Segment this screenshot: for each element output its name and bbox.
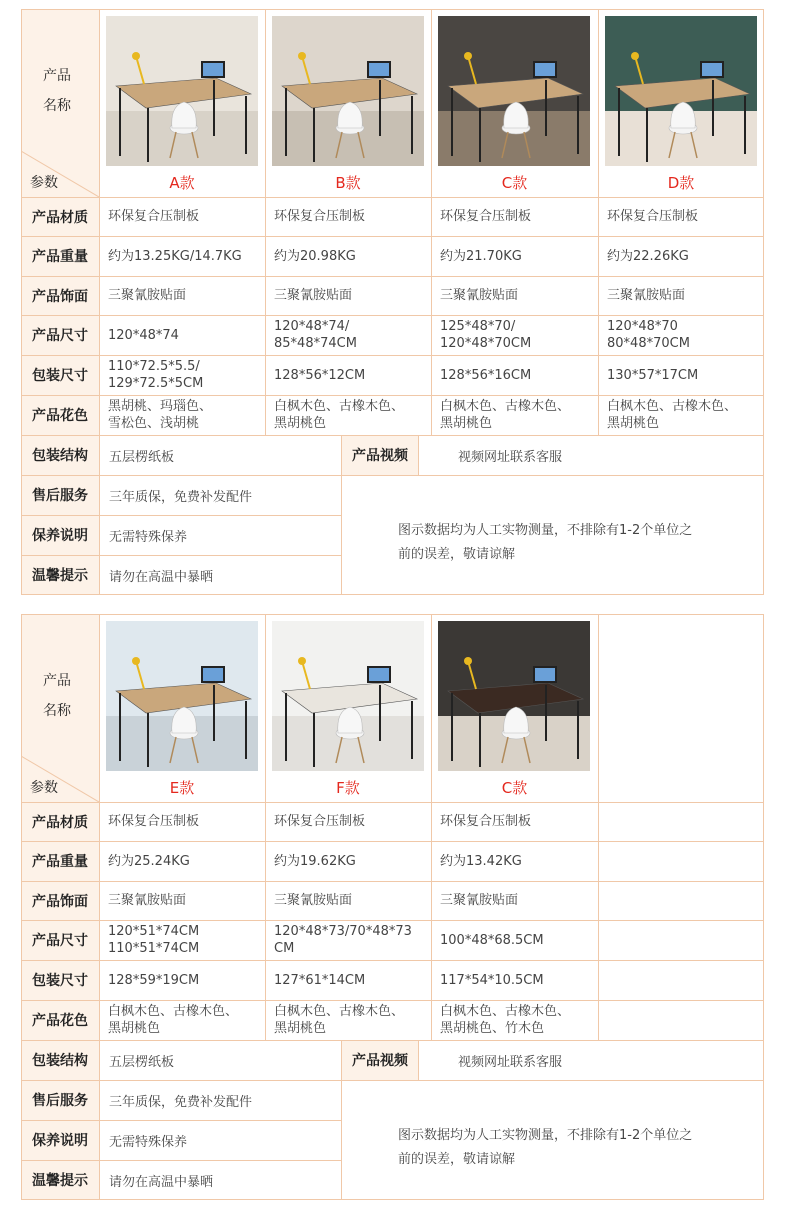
row-label-weight: 产品重量 [32,249,88,265]
model-name: B款 [335,174,361,192]
cell-weight: 约为22.26KG [607,248,689,264]
model-name: F款 [336,779,360,797]
value-tips: 请勿在高温中暴晒 [109,1174,214,1190]
cell-pack: 128*56*12CM [274,367,366,383]
cell-finish: 三聚氰胺贴面 [440,893,519,908]
cell-weight: 约为19.62KG [274,853,356,869]
row-label-tips: 温馨提示 [32,568,88,584]
desk-photo [272,16,424,166]
cell-material: 环保复合压制板 [607,209,699,224]
row-label-pack: 包装尺寸 [32,973,88,989]
cell-finish: 三聚氰胺贴面 [607,288,686,303]
cell-colors: 白枫木色、古橡木色、 黑胡桃色 [274,399,405,431]
row-label-material: 产品材质 [32,209,88,226]
row-label-size: 产品尺寸 [32,933,88,949]
row-label-weight: 产品重量 [32,854,88,870]
cell-pack: 127*61*14CM [274,972,366,988]
desk-photo [272,621,424,771]
model-name: D款 [667,174,695,192]
cell-finish: 三聚氰胺贴面 [108,288,187,303]
row-label-service: 售后服务 [32,488,88,504]
cell-pack: 130*57*17CM [607,367,699,383]
param-label: 参数 [30,780,58,796]
row-label-care: 保养说明 [32,1133,88,1149]
cell-size: 120*48*74 [108,327,179,343]
value-pack-struct: 五层楞纸板 [109,449,175,465]
desk-photo [106,16,258,166]
cell-material: 环保复合压制板 [440,814,532,829]
video-value: 视频网址联系客服 [458,1054,563,1070]
cell-finish: 三聚氰胺贴面 [440,288,519,303]
model-name: E款 [169,779,195,797]
row-label-material: 产品材质 [32,814,88,831]
row-label-finish: 产品饰面 [32,893,88,910]
param-label: 参数 [30,175,58,191]
cell-material: 环保复合压制板 [274,814,366,829]
row-label-tips: 温馨提示 [32,1173,88,1189]
cell-weight: 约为21.70KG [440,248,522,264]
row-label-pack-struct: 包装结构 [32,1053,88,1069]
cell-weight: 约为13.25KG/14.7KG [108,248,242,264]
row-label-pack: 包装尺寸 [32,368,88,384]
product-name-label: 产品 名称 [43,673,71,719]
cell-pack [607,960,763,1000]
cell-material: 环保复合压制板 [440,209,532,224]
value-service: 三年质保，免费补发配件 [109,1094,253,1110]
cell-finish: 三聚氰胺贴面 [274,288,353,303]
cell-finish: 三聚氰胺贴面 [274,893,353,908]
cell-finish [607,881,763,920]
cell-size: 120*51*74CM 110*51*74CM [108,924,200,956]
cell-pack: 117*54*10.5CM [440,972,544,988]
row-label-colors: 产品花色 [32,1013,88,1029]
desk-photo [438,16,590,166]
cell-material: 环保复合压制板 [108,209,200,224]
desk-photo [605,16,757,166]
cell-colors: 黑胡桃、玛瑙色、 雪松色、浅胡桃 [108,399,213,431]
value-service: 三年质保，免费补发配件 [109,489,253,505]
cell-pack: 128*59*19CM [108,972,200,988]
cell-size [607,920,763,960]
cell-weight: 约为25.24KG [108,853,190,869]
value-pack-struct: 五层楞纸板 [109,1054,175,1070]
cell-size: 125*48*70/ 120*48*70CM [440,319,532,351]
cell-colors [607,1000,763,1040]
measurement-note: 图示数据均为人工实物测量，不排除有1-2个单位之 前的误差，敬请谅解 [398,523,693,562]
value-tips: 请勿在高温中暴晒 [109,569,214,585]
cell-pack: 110*72.5*5.5/ 129*72.5*5CM [108,359,204,391]
product-photo [438,16,590,166]
cell-colors: 白枫木色、古橡木色、 黑胡桃色 [274,1004,405,1036]
cell-size: 100*48*68.5CM [440,932,544,948]
model-name: C款 [501,174,528,192]
cell-colors: 白枫木色、古橡木色、 黑胡桃色 [607,399,738,431]
cell-size: 120*48*74/ 85*48*74CM [274,319,357,351]
cell-colors: 白枫木色、古橡木色、 黑胡桃色 [440,399,571,431]
row-label-colors: 产品花色 [32,408,88,424]
row-label-size: 产品尺寸 [32,328,88,344]
product-photo [106,621,258,771]
value-care: 无需特殊保养 [109,529,188,545]
cell-material: 环保复合压制板 [108,814,200,829]
cell-size: 120*48*70 80*48*70CM [607,319,690,351]
desk-photo [438,621,590,771]
cell-finish: 三聚氰胺贴面 [108,893,187,908]
cell-size: 120*48*73/70*48*73 CM [274,924,412,956]
row-label-pack-struct: 包装结构 [32,448,88,464]
video-label: 产品视频 [352,1053,408,1069]
cell-material: 环保复合压制板 [274,209,366,224]
row-label-service: 售后服务 [32,1093,88,1109]
desk-photo [106,621,258,771]
row-label-finish: 产品饰面 [32,288,88,305]
cell-colors: 白枫木色、古橡木色、 黑胡桃色 [108,1004,239,1036]
cell-weight: 约为20.98KG [274,248,356,264]
value-care: 无需特殊保养 [109,1134,188,1150]
product-name-label: 产品 名称 [43,68,71,114]
cell-colors: 白枫木色、古橡木色、 黑胡桃色、竹木色 [440,1004,571,1036]
cell-weight: 约为13.42KG [440,853,522,869]
product-photo [272,621,424,771]
video-label: 产品视频 [352,448,408,464]
product-photo [272,16,424,166]
product-photo [106,16,258,166]
product-photo [605,16,757,166]
cell-weight [607,841,763,881]
cell-pack: 128*56*16CM [440,367,532,383]
measurement-note: 图示数据均为人工实物测量，不排除有1-2个单位之 前的误差，敬请谅解 [398,1128,693,1167]
video-value: 视频网址联系客服 [458,449,563,465]
product-photo [438,621,590,771]
model-name: A款 [169,174,195,192]
cell-material [607,802,763,841]
model-name: C款 [501,779,528,797]
row-label-care: 保养说明 [32,528,88,544]
